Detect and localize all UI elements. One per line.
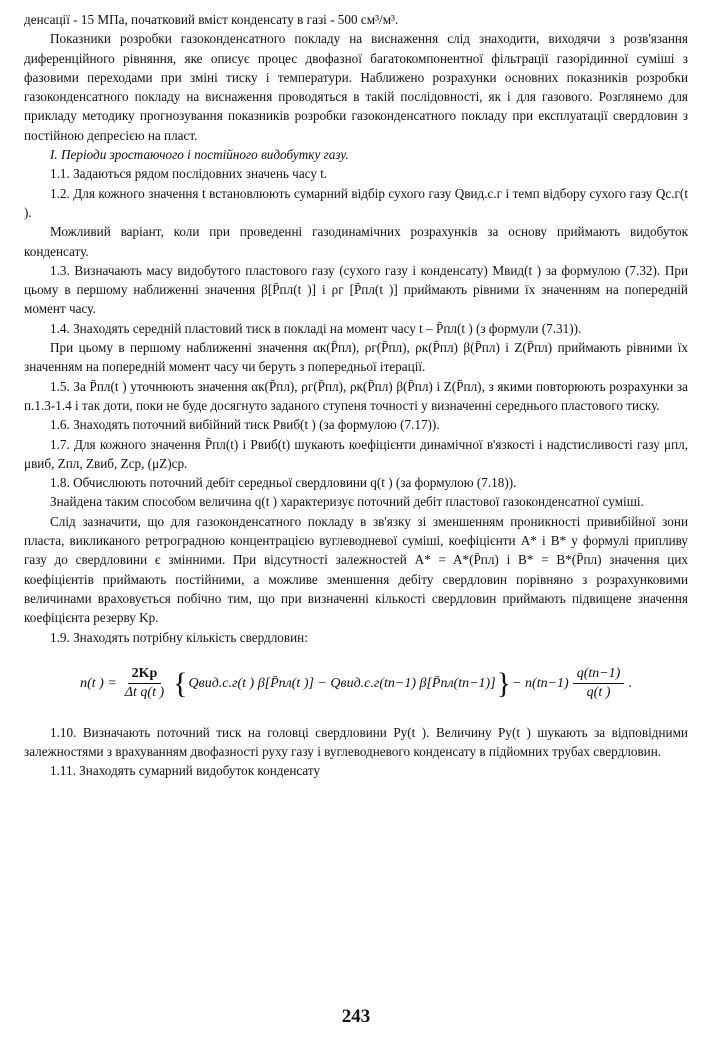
paragraph-p13: Знайдена таким способом величина q(t ) характеризує поточний дебіт пластової газоконденсатної суміші. — [50, 494, 644, 510]
paragraph-p16: 1.10. Визначають поточний тиск на головці свердловини Pу(t ). Величину Pу(t ) шукають за відповідними залежностями з врахуванням двофазності руху газу і вуглеводневого конденсату в підйомних трубах свердловин. — [24, 724, 688, 760]
paragraph-p0: денсації - 15 МПа, початковий вміст конденсату в газі - 500 см³/м³. — [24, 12, 399, 27]
formula-fraction-2-numerator: q(tn−1) — [573, 666, 625, 684]
paragraph-p4: 1.2. Для кожного значення t встановлюють сумарний відбір сухого газу Qвид.с.г і темп відбору сухого газу Qс.г(t ). — [24, 185, 688, 220]
formula-fraction-1 — [121, 666, 168, 701]
paragraph-p2: I. Періоди зростаючого і постійного видобутку газу. — [50, 147, 349, 163]
formula-fraction-1-denominator: Δt q(t ) — [124, 685, 165, 701]
paragraph-p14: Слід зазначити, що для газоконденсатного покладу в зв'язку зі зменшенням проникності привибійної зони пласта, викликаного ретроградною концентрацією вуглеводневої суміші, коефіцієнти A* і B* у формулі припливу газу до свердловини є змінними. При відсутності залежностей A* = A*(P̄пл) і B* = B*(P̄пл) значення цих коефіцієнтів приймають постійними, а можливе зменшення дебіту свердловин порівняно з розрахунковими величинами враховується побічно тим, що при визначенні кількості свердловин приймають підвищене значення коефіцієнта резерву Kр. — [24, 513, 688, 626]
paragraph-p6: 1.3. Визначають масу видобутого пластового газу (сухого газу і конденсату) Mвид(t ) за формулою (7.32). При цьому в першому наближенні значення β[P̄пл(t )] і ρг [P̄пл(t )] приймають рівними їх значенням на попередній момент часу. — [24, 262, 688, 317]
paragraph-p7: 1.4. Знаходять середній пластовий тиск в покладі на момент часу t – P̄пл(t ) (з формули (7.31)). — [50, 320, 582, 336]
paragraph-p12: 1.8. Обчислюють поточний дебіт середньої свердловини q(t ) (за формулою (7.18)). — [50, 475, 517, 491]
paragraph-p9: 1.5. За P̄пл(t ) уточнюють значення αк(P̄пл), ρг(P̄пл), ρк(P̄пл) β(P̄пл) і Z(P̄пл), з якими повторюють розрахунки за п.1.3-1.4 і так доти, поки не буде досягнуто заданого ступеня точності у визначенні середнього пластового тиску. — [24, 378, 688, 413]
formula-end: . — [628, 675, 632, 691]
formula-fraction-2-denominator: q(t ) — [586, 685, 611, 701]
paragraph-p15: 1.9. Знаходять потрібну кількість свердловин: — [50, 629, 308, 645]
formula-right-brace: } — [496, 666, 512, 700]
paragraph-p10: 1.6. Знаходять поточний вибійний тиск Pвиб(t ) (за формулою (7.17)). — [50, 417, 440, 433]
formula-fraction-2 — [573, 666, 625, 701]
paragraph-p3: 1.1. Задаються рядом послідовних значень часу t. — [50, 166, 328, 182]
page-number: 243 — [341, 1006, 371, 1027]
text-block-before-formula — [24, 10, 688, 647]
formula-minus-term: − n(tn−1) — [512, 675, 569, 691]
formula-fraction-1-numerator: 2Kр — [128, 666, 162, 684]
formula-well-count — [24, 649, 688, 719]
paragraph-p5: Можливий варіант, коли при проведенні газодинамічних розрахунків за основу приймають видобуток конденсату. — [24, 224, 688, 259]
paragraph-p17: 1.11. Знаходять сумарний видобуток конденсату — [50, 763, 321, 779]
page — [24, 10, 688, 1040]
formula-lhs: n(t ) = — [80, 675, 117, 691]
formula-body: Qвид.с.г(t ) β[P̄пл(t )] − Qвид.с.г(tn−1) β[P̄пл(tn−1)] — [188, 675, 496, 691]
paragraph-p1: Показники розробки газоконденсатного покладу на виснаження слід знаходити, виходячи з розв'язання диференційного рівняння, яке описує процес двофазної багатокомпонентної фільтрації газорідинної суміші з фазовими переходами при зміні тиску і температури. Наближено розрахунки основних показників розробки газоконденсатного покладу на виснаження проводяться в такій послідовності, як і для газового. Розглянемо для прикладу методику прогнозування показників розробки газоконденсатного покладу при експлуатації свердловин з постійною депресією на пласт. — [24, 31, 688, 143]
formula-left-brace: { — [173, 666, 188, 700]
paragraph-p11: 1.7. Для кожного значення P̄пл(t) і Pвиб(t) шукають коефіцієнти динамічної в'язкості і надстисливості газу μпл, μвиб, Zпл, Zвиб, Zср, (μZ)ср. — [24, 436, 688, 471]
text-block-after-formula — [24, 723, 688, 781]
paragraph-p8: При цьому в першому наближенні значення αк(P̄пл), ρг(P̄пл), ρк(P̄пл) β(P̄пл) і Z(P̄пл) приймають рівними їх значенням на попередній момент часу чи беруть з попередньої ітерації. — [24, 340, 688, 375]
